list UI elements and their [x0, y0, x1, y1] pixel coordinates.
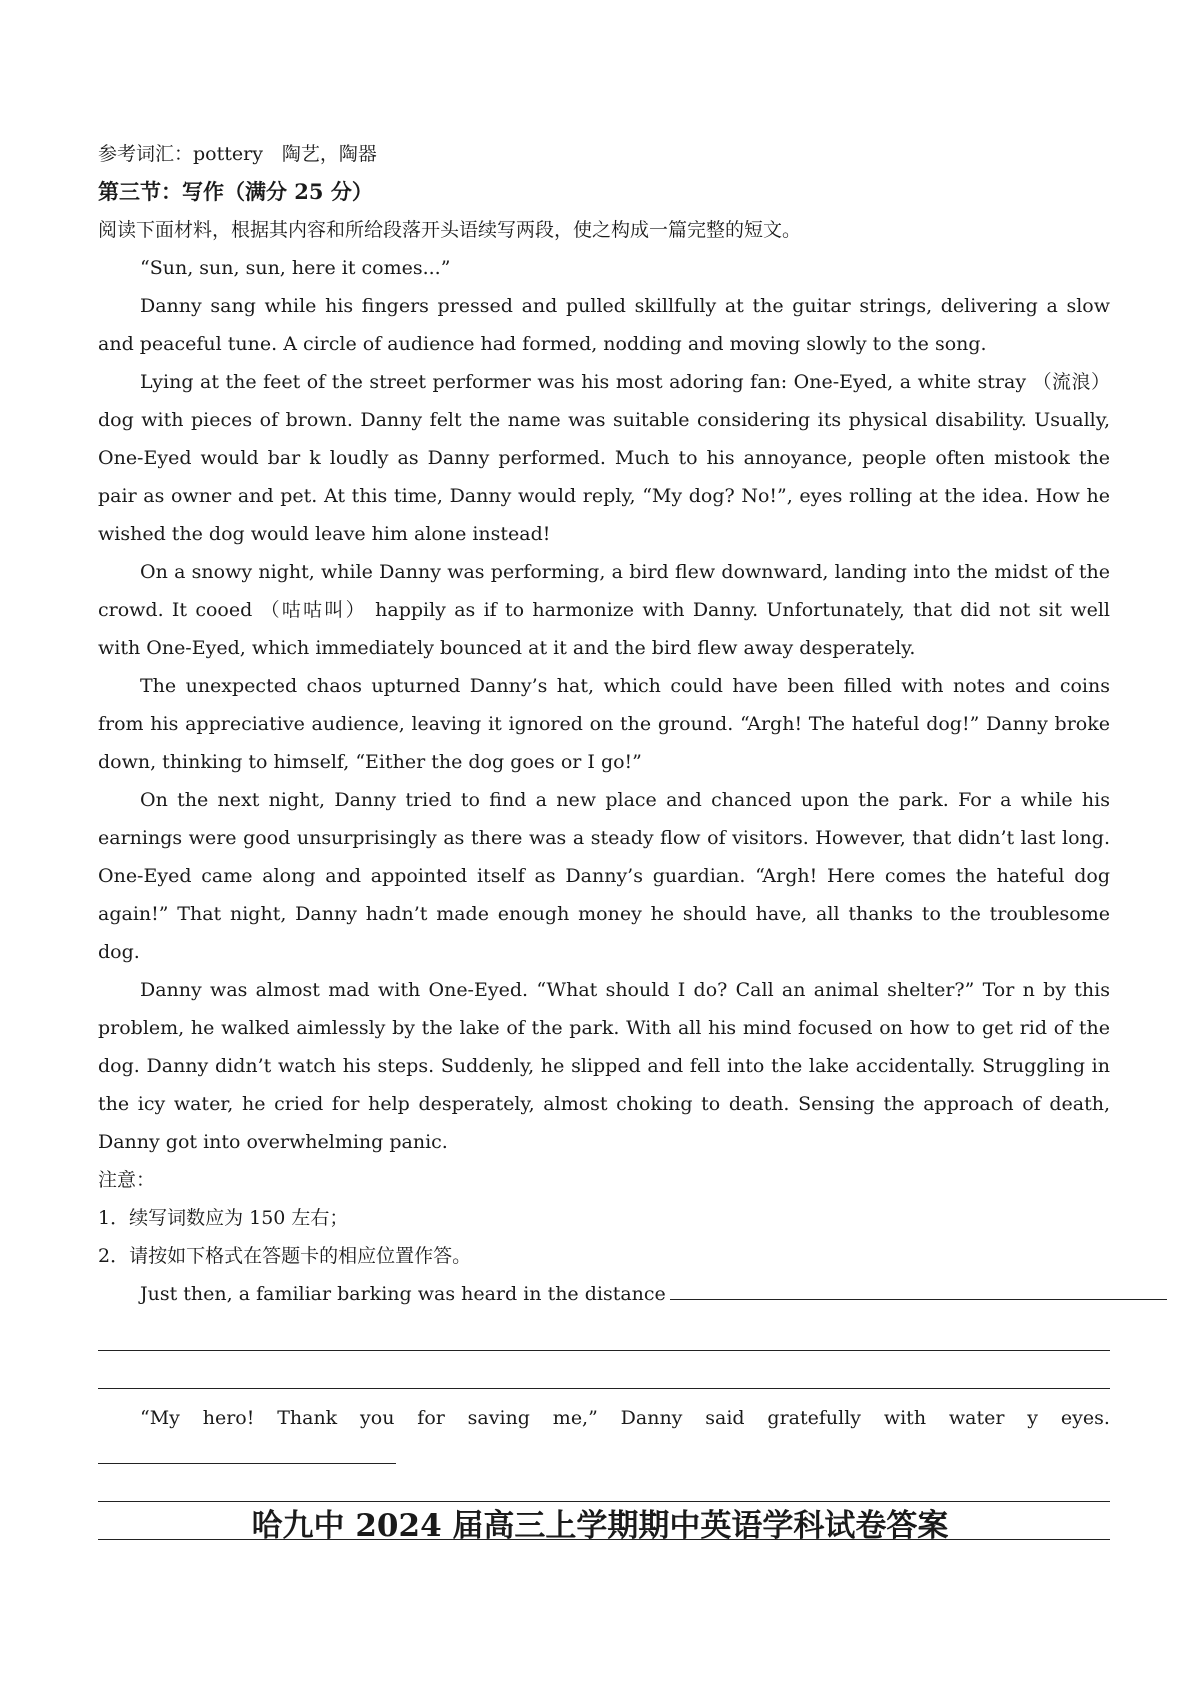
- passage-paragraph: Danny sang while his fingers pressed and pulled skillfully at the guitar strings, delivering a slow and peaceful tune. A circle of audience had formed, nodding and moving slowly to the song.: [98, 295, 1110, 355]
- section-heading: 第三节：写作（满分 25 分）: [98, 179, 373, 204]
- prompt-2-word: y: [1027, 1407, 1039, 1429]
- passage-paragraph: “Sun, sun, sun, here it comes...”: [140, 257, 451, 279]
- answer-line[interactable]: [98, 1313, 1110, 1351]
- prompt-2-word: you: [360, 1407, 395, 1429]
- passage-paragraph: On a snowy night, while Danny was performing, a bird flew downward, landing into the midst of the crowd. It cooed （咕咕叫） happily as if to harmonize with Danny. Unfortunately, that did not sit well with One-Eyed, which immediately bounced at it and the bird flew away desperately.: [98, 561, 1110, 659]
- answer-blank[interactable]: [670, 1279, 1167, 1300]
- prompt-2-word: Thank: [277, 1407, 338, 1429]
- passage-paragraph: The unexpected chaos upturned Danny’s hat, which could have been filled with notes and coins from his appreciative audience, leaving it ignored on the ground. “Argh! The hateful dog!” Danny broke down, thinking to himself, “Either the dog goes or I go!”: [98, 675, 1110, 773]
- section-instruction: 阅读下面材料，根据其内容和所给段落开头语续写两段，使之构成一篇完整的短文。: [98, 219, 802, 241]
- vocab-note: 参考词汇：pottery 陶艺，陶器: [98, 143, 377, 165]
- notes-label: 注意：: [98, 1169, 156, 1191]
- passage-paragraph: On the next night, Danny tried to find a new place and chanced upon the park. For a while his earnings were good unsurprisingly as there was a steady flow of visitors. However, that didn’t last long. One-Eyed came along and appointed itself as Danny’s guardian. “Argh! Here comes the hateful dog again!” That night, Danny hadn’t made enough money he should have, all thanks to the troublesome dog.: [98, 789, 1110, 963]
- passage-paragraph: Danny was almost mad with One-Eyed. “What should I do? Call an animal shelter?” Tor n by this problem, he walked aimlessly by the lake of the park. With all his mind focused on how to get rid of the dog. Danny didn’t watch his steps. Suddenly, he slipped and fell into the lake accidentally. Struggling in the icy water, he cried for help desperately, almost choking to death. Sensing the approach of death, Danny got into overwhelming panic.: [98, 979, 1110, 1153]
- answer-line-short[interactable]: [98, 1437, 396, 1464]
- prompt-2-word: gratefully: [767, 1407, 862, 1429]
- answer-section-title: 哈九中 2024 届高三上学期期中英语学科试卷答案: [251, 1508, 949, 1544]
- prompt-2-word: water: [948, 1407, 1005, 1429]
- prompt-2-word: “My: [140, 1407, 180, 1429]
- document-page: [98, 135, 1110, 1540]
- answer-line[interactable]: [98, 1351, 1110, 1389]
- prompt-2-word: with: [883, 1407, 927, 1429]
- prompt-2-word: hero!: [202, 1407, 255, 1429]
- continuation-prompt-1: [98, 1275, 1110, 1313]
- prompt-2-word: eyes.: [1060, 1407, 1110, 1429]
- prompt-1-text: Just then, a familiar barking was heard in the distance: [140, 1283, 666, 1305]
- prompt-2-word: for: [417, 1407, 445, 1429]
- prompt-2-word: me,”: [552, 1407, 598, 1429]
- answer-line[interactable]: [98, 1464, 1110, 1502]
- note-item: 2．请按如下格式在答题卡的相应位置作答。: [98, 1245, 472, 1267]
- passage-paragraph: Lying at the feet of the street performer was his most adoring fan: One-Eyed, a white stray （流浪） dog with pieces of brown. Danny felt the name was suitable considering its physical disability. Usually, One-Eyed would bar k loudly as Danny performed. Much to his annoyance, people often mistook the pair as owner and pet. At this time, Danny would reply, “My dog? No!”, eyes rolling at the idea. How he wished the dog would leave him alone instead!: [98, 371, 1110, 545]
- note-item: 1．续写词数应为 150 左右；: [98, 1207, 349, 1229]
- prompt-2-word: Danny: [620, 1407, 683, 1429]
- prompt-2-word: said: [705, 1407, 745, 1429]
- continuation-prompt-2: [98, 1399, 1110, 1437]
- prompt-2-word: saving: [467, 1407, 530, 1429]
